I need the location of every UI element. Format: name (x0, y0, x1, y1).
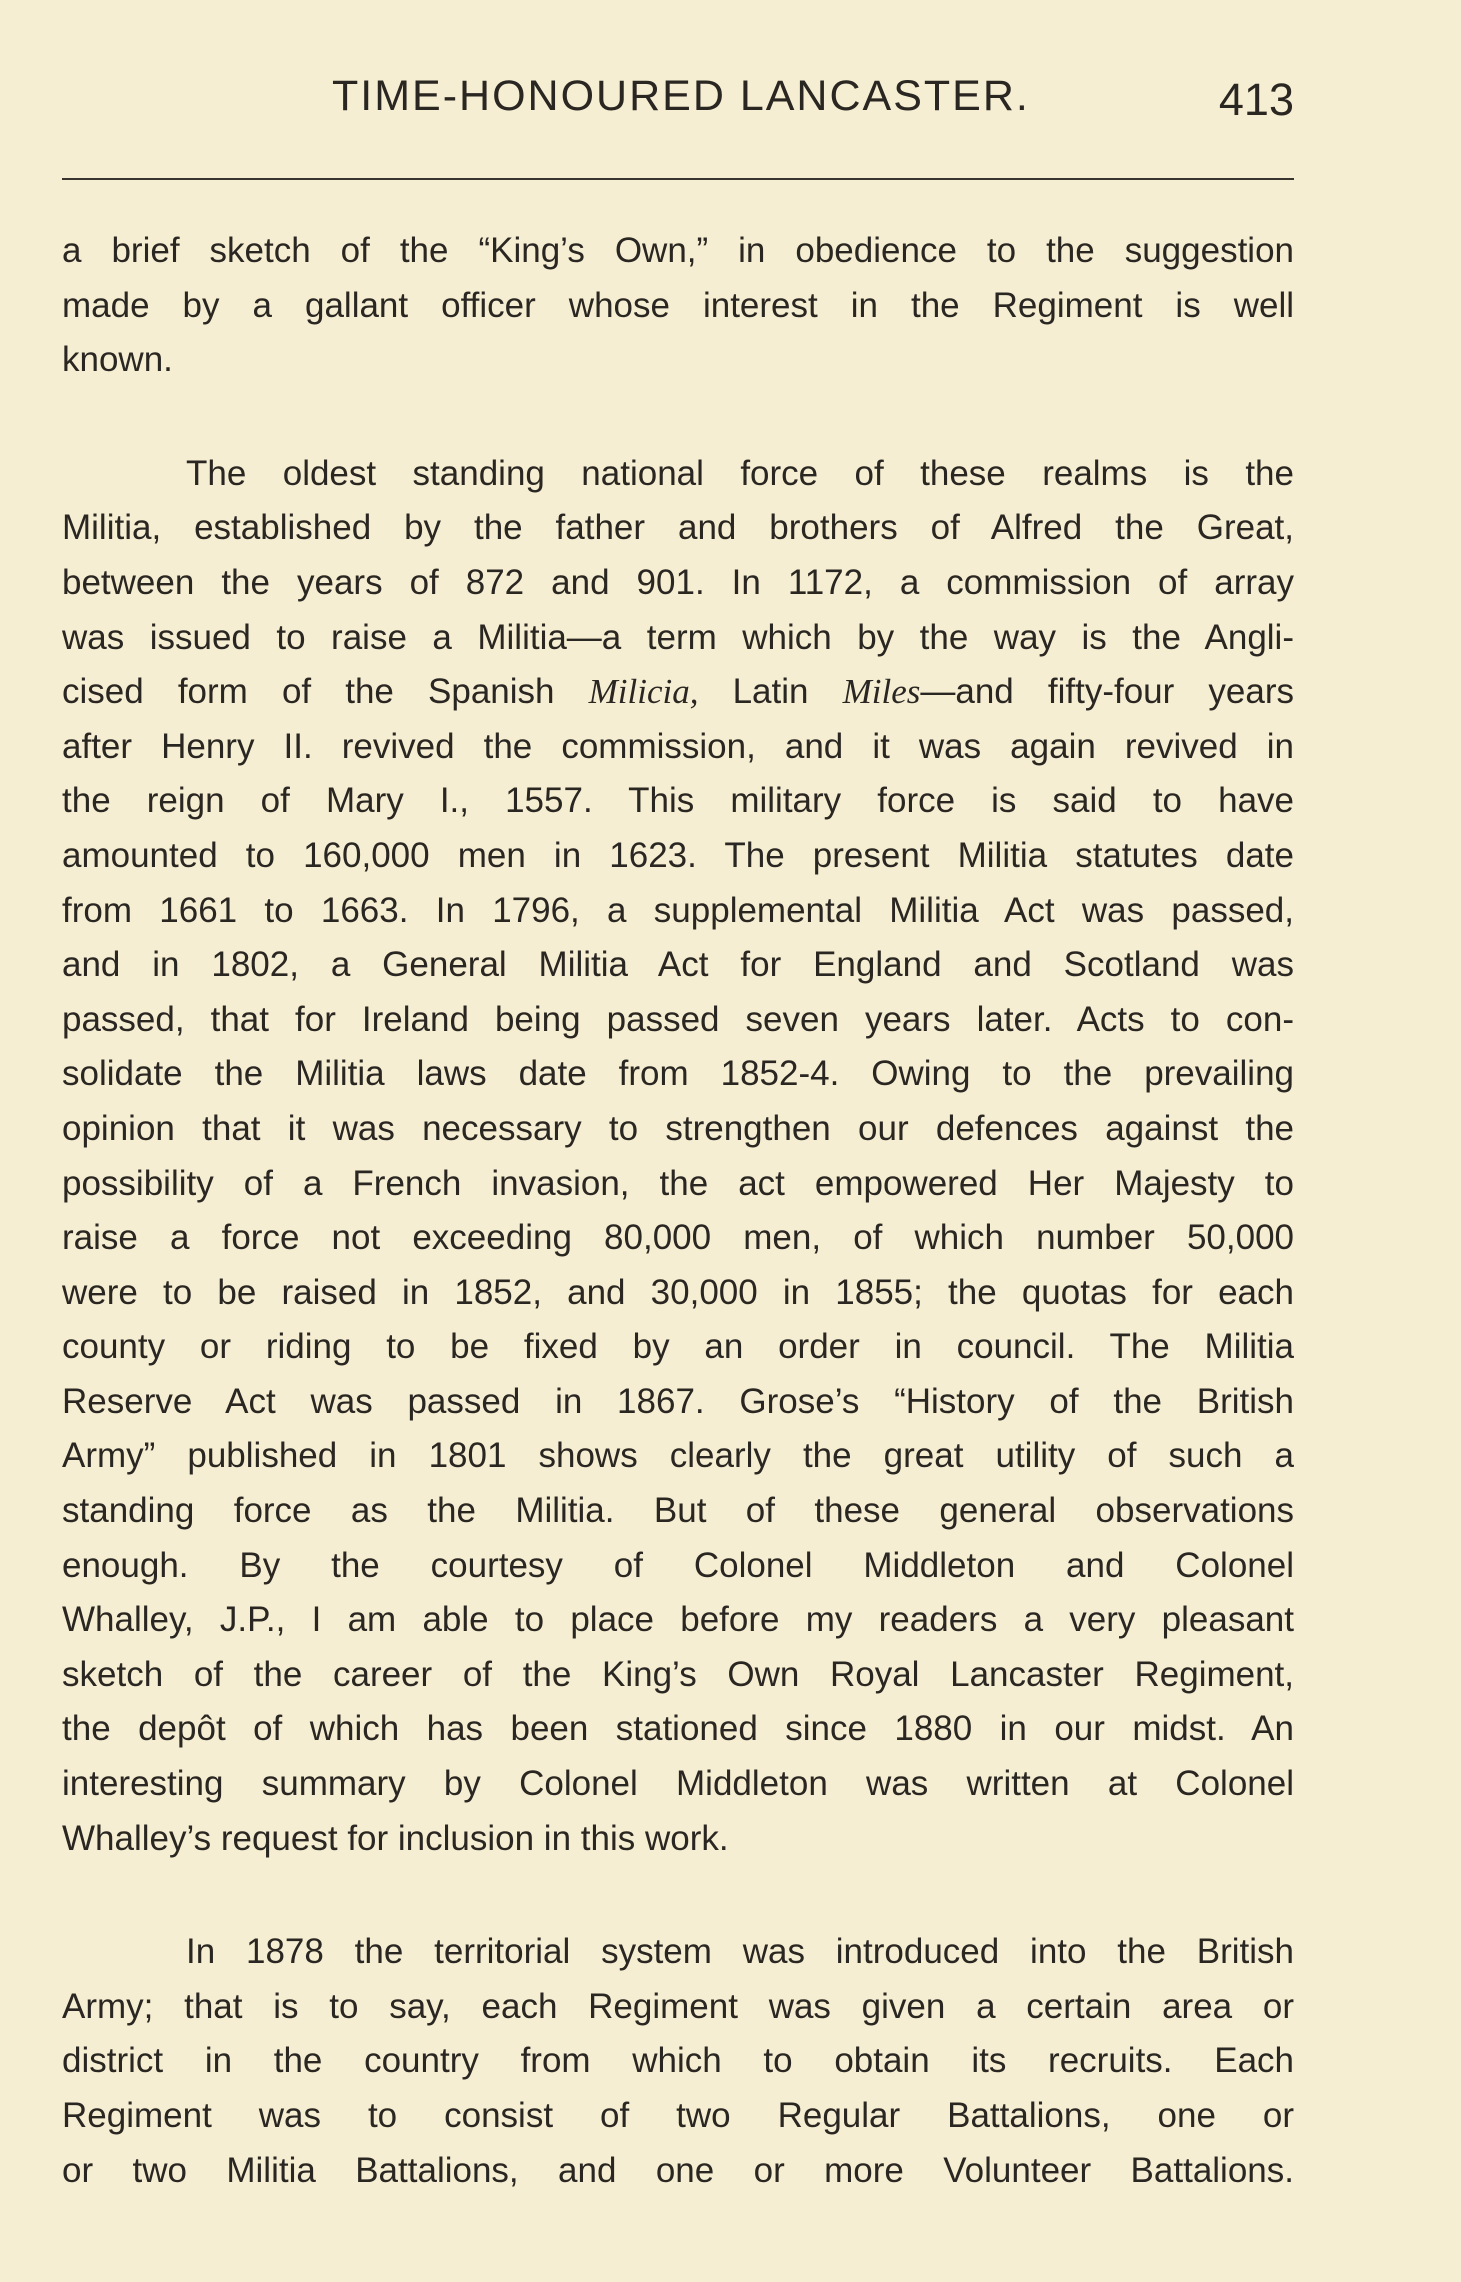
paragraph-gap (62, 1866, 1294, 1925)
running-title: TIME-HONOURED LANCASTER. (332, 72, 1030, 120)
text-line: district in the country from which to obtain its recruits. Each (62, 2041, 1294, 2081)
text-line: Whalley, J.P., I am able to place before my readers a very pleasant (62, 1600, 1294, 1640)
text-line: or two Militia Battalions, and one or more Volunteer Battalions. (62, 2150, 1294, 2190)
text-segment: —and fifty-four years (920, 672, 1294, 712)
text-line: the depôt of which has been stationed since 1880 in our midst. An (62, 1709, 1294, 1749)
body-text (62, 224, 1294, 2198)
text-line: and in 1802, a General Militia Act for England and Scotland was (62, 945, 1294, 985)
text-line: In 1878 the territorial system was introduced into the British (186, 1932, 1294, 1972)
text-line: Reserve Act was passed in 1867. Grose’s “History of the British (62, 1381, 1294, 1421)
text-line: raise a force not exceeding 80,000 men, of which number 50,000 (62, 1218, 1294, 1258)
text-line: Army” published in 1801 shows clearly the great utility of such a (62, 1436, 1294, 1476)
text-segment: Latin (698, 672, 843, 712)
paragraph-gap (62, 388, 1294, 447)
text-line: were to be raised in 1852, and 30,000 in 1855; the quotas for each (62, 1272, 1294, 1312)
text-line: county or riding to be fixed by an order in council. The Militia (62, 1327, 1294, 1367)
text-line: Army; that is to say, each Regiment was given a certain area or (62, 1986, 1294, 2026)
text-line: The oldest standing national force of these realms is the (186, 453, 1294, 493)
text-line: sketch of the career of the King’s Own Royal Lancaster Regiment, (62, 1654, 1294, 1694)
text-line: solidate the Militia laws date from 1852-4. Owing to the prevailing (62, 1054, 1294, 1094)
text-line-with-italics (62, 665, 1294, 720)
text-line: opinion that it was necessary to strengthen our defences against the (62, 1108, 1294, 1148)
page-number: 413 (1218, 74, 1294, 125)
text-line: Militia, established by the father and brothers of Alfred the Great, (62, 508, 1294, 548)
header-rule (62, 178, 1294, 180)
text-line: the reign of Mary I., 1557. This military force is said to have (62, 781, 1294, 821)
text-line: known. (62, 340, 173, 380)
text-line: standing force as the Militia. But of these general observations (62, 1491, 1294, 1531)
running-head (62, 72, 1294, 128)
text-line: interesting summary by Colonel Middleton was written at Colonel (62, 1764, 1294, 1804)
italic-word-milicia: Milicia, (588, 672, 699, 712)
text-line: possibility of a French invasion, the act empowered Her Majesty to (62, 1163, 1294, 1203)
text-line: between the years of 872 and 901. In 1172, a commission of array (62, 562, 1294, 602)
text-line: enough. By the courtesy of Colonel Middleton and Colonel (62, 1545, 1294, 1585)
text-line: after Henry II. revived the commission, and it was again revived in (62, 726, 1294, 766)
text-line: from 1661 to 1663. In 1796, a supplemental Militia Act was passed, (62, 890, 1294, 930)
text-line: was issued to raise a Militia—a term which by the way is the Angli- (62, 617, 1294, 657)
paragraph-3 (62, 1925, 1294, 2198)
text-line: Regiment was to consist of two Regular Battalions, one or (62, 2096, 1294, 2135)
italic-word-miles: Miles (842, 672, 921, 712)
text-segment: cised form of the Spanish (62, 672, 589, 712)
text-line: a brief sketch of the “King’s Own,” in obedience to the suggestion (62, 231, 1294, 270)
text-line: amounted to 160,000 men in 1623. The present Militia statutes date (62, 835, 1294, 875)
text-line: made by a gallant officer whose interest in the Regiment is well (62, 285, 1294, 325)
text-line: passed, that for Ireland being passed seven years later. Acts to con- (62, 999, 1294, 1039)
text-line: Whalley’s request for inclusion in this work. (62, 1818, 729, 1858)
paragraph-1 (62, 224, 1294, 388)
paragraph-2 (62, 447, 1294, 1866)
